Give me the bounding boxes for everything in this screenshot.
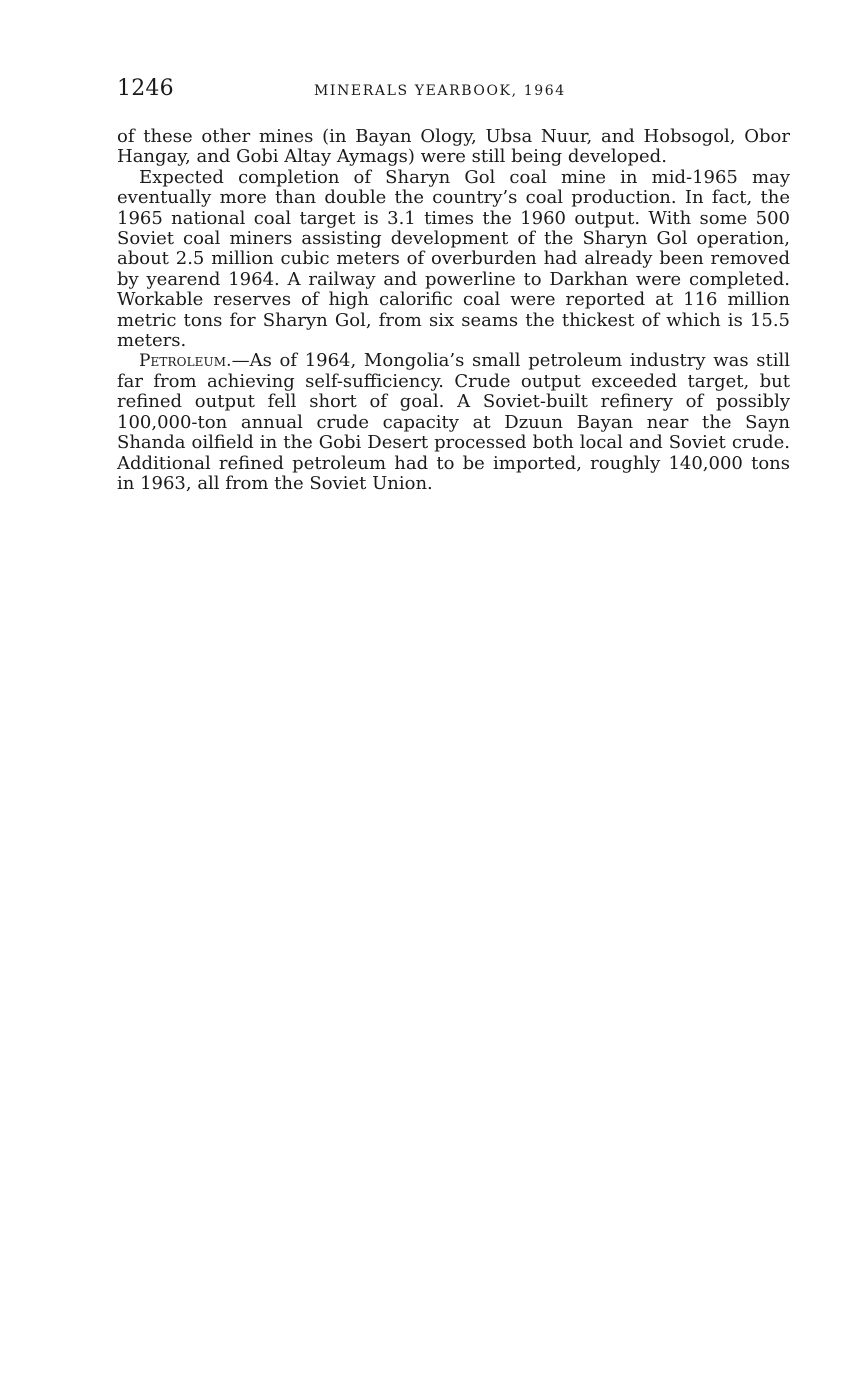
paragraph-petroleum-text: —As of 1964, Mongolia’s small petroleum industry was still far from achieving self-sufficiency. Crude output exceeded target, but refined output fell short of goal. A Soviet-built refinery of possibly 100,000-ton annual crude capacity at Dzuun Bayan near the Sayn Shanda oilfield in the Gobi Desert processed both local and Soviet crude. Additional refined petroleum had to be imported, roughly 140,000 tons in 1963, all from the Soviet Union. — [117, 350, 790, 494]
section-heading-petroleum: Petroleum. — [139, 351, 232, 372]
running-head — [117, 76, 790, 104]
body-text — [117, 127, 790, 494]
running-title: MINERALS YEARBOOK, 1964 — [314, 83, 566, 99]
paragraph-petroleum — [117, 351, 790, 494]
paragraph-continuation: of these other mines (in Bayan Ology, Ubsa Nuur, and Hobsogol, Obor Hangay, and Gobi Altay Aymags) were still being developed. — [117, 126, 790, 168]
paragraph-coal: Expected completion of Sharyn Gol coal mine in mid-1965 may eventually more than double the country’s coal production. In fact, the 1965 national coal target is 3.1 times the 1960 output. With some 500 Soviet coal miners assisting development of the Sharyn Gol operation, about 2.5 million cubic meters of overburden had already been removed by yearend 1964. A railway and powerline to Darkhan were completed. Workable reserves of high calorific coal were reported at 116 million metric tons for Sharyn Gol, from six seams the thickest of which is 15.5 meters. — [117, 166, 790, 352]
page-number: 1246 — [117, 76, 174, 101]
